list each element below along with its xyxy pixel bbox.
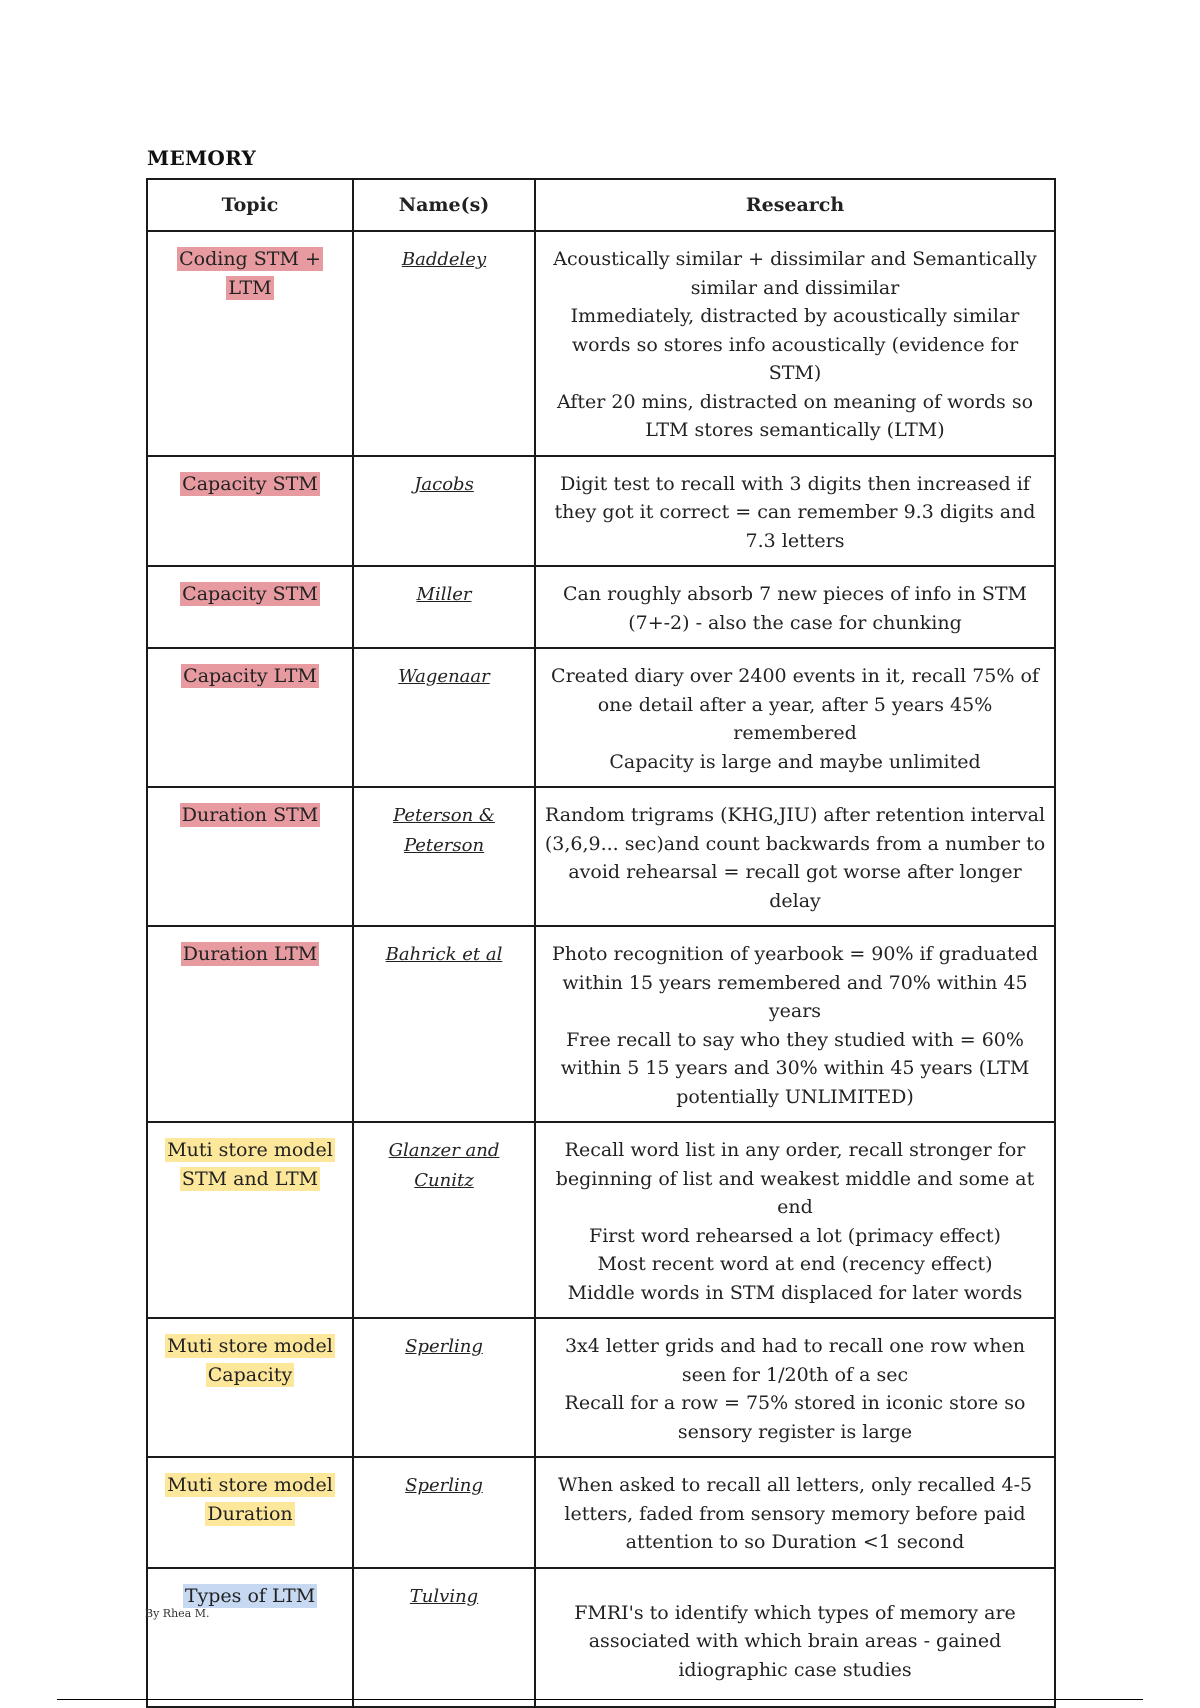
header-topic: Topic bbox=[147, 179, 353, 231]
research-cell bbox=[535, 1318, 1055, 1457]
research-text: FMRI's to identify which types of memory are associated with which brain areas - gained idiographic case studies bbox=[574, 1601, 1016, 1681]
table-row bbox=[147, 1318, 1055, 1457]
name-cell bbox=[353, 648, 535, 787]
research-cell bbox=[535, 926, 1055, 1122]
name-cell bbox=[353, 1568, 535, 1707]
topic-cell bbox=[147, 1568, 353, 1707]
name-cell bbox=[353, 1457, 535, 1568]
table-row bbox=[147, 926, 1055, 1122]
topic-label: Muti store model bbox=[167, 1139, 333, 1161]
topic-cell bbox=[147, 231, 353, 456]
topic-cell bbox=[147, 787, 353, 926]
topic-label: Duration LTM bbox=[182, 943, 318, 965]
table-row bbox=[147, 1122, 1055, 1318]
research-cell bbox=[535, 787, 1055, 926]
table-row bbox=[147, 566, 1055, 648]
research-cell bbox=[535, 1568, 1055, 1707]
name-cell bbox=[353, 1122, 535, 1318]
name-cell bbox=[353, 787, 535, 926]
topic-label: Capacity LTM bbox=[183, 665, 317, 687]
topic-cell bbox=[147, 1457, 353, 1568]
topic-label: STM and LTM bbox=[181, 1167, 319, 1190]
research-text: Recall for a row = 75% stored in iconic store so sensory register is large bbox=[564, 1392, 1026, 1443]
header-names: Name(s) bbox=[353, 179, 535, 231]
topic-label: Capacity STM bbox=[182, 583, 318, 605]
table-row bbox=[147, 1457, 1055, 1568]
table-row bbox=[147, 787, 1055, 926]
researcher-name: Sperling bbox=[405, 1336, 483, 1357]
topic-cell bbox=[147, 456, 353, 567]
researcher-name: Sperling bbox=[405, 1475, 483, 1496]
topic-label: Muti store model bbox=[167, 1474, 333, 1496]
research-text: Recall word list in any order, recall stronger for beginning of list and weakest middle and some at end bbox=[555, 1139, 1035, 1218]
research-text: Digit test to recall with 3 digits then increased if they got it correct = can remember 9.3 digits and 7.3 letters bbox=[554, 472, 1036, 552]
researcher-name: Miller bbox=[416, 584, 472, 605]
research-cell bbox=[535, 1122, 1055, 1318]
research-text: Capacity is large and maybe unlimited bbox=[609, 750, 981, 773]
table-row bbox=[147, 456, 1055, 567]
topic-label: Capacity bbox=[207, 1363, 293, 1386]
researcher-name: Tulving bbox=[409, 1586, 479, 1607]
research-text: After 20 mins, distracted on meaning of words so LTM stores semantically (LTM) bbox=[556, 390, 1034, 441]
researcher-name: Glanzer and Cunitz bbox=[388, 1140, 500, 1191]
topic-label: Duration bbox=[207, 1502, 293, 1525]
research-cell bbox=[535, 648, 1055, 787]
research-cell bbox=[535, 456, 1055, 567]
research-cell bbox=[535, 1457, 1055, 1568]
research-cell bbox=[535, 566, 1055, 648]
researcher-name: Wagenaar bbox=[398, 666, 490, 687]
name-cell bbox=[353, 926, 535, 1122]
research-text: Immediately, distracted by acoustically similar words so stores info acoustically (evidence for STM) bbox=[570, 305, 1020, 384]
name-cell bbox=[353, 1318, 535, 1457]
topic-cell bbox=[147, 648, 353, 787]
topic-label: Coding STM + LTM bbox=[179, 248, 321, 299]
name-cell bbox=[353, 231, 535, 456]
research-text: Acoustically similar + dissimilar and Semantically similar and dissimilar bbox=[553, 248, 1037, 299]
research-text: Random trigrams (KHG,JIU) after retention interval (3,6,9... sec)and count backwards from a number to avoid rehearsal = recall got worse after longer delay bbox=[544, 804, 1046, 912]
header-research: Research bbox=[535, 179, 1055, 231]
name-cell bbox=[353, 566, 535, 648]
topic-label: Duration STM bbox=[181, 804, 319, 826]
research-text: Middle words in STM displaced for later words bbox=[567, 1281, 1023, 1304]
research-cell bbox=[535, 231, 1055, 456]
researcher-name: Peterson & Peterson bbox=[393, 805, 495, 856]
table-row bbox=[147, 648, 1055, 787]
topic-cell bbox=[147, 926, 353, 1122]
memory-research-table bbox=[146, 178, 1056, 1708]
table-row bbox=[147, 231, 1055, 456]
researcher-name: Jacobs bbox=[414, 473, 474, 495]
research-text: Free recall to say who they studied with = 60% within 5 15 years and 30% within 45 years (LTM potentially UNLIMITED) bbox=[560, 1028, 1030, 1108]
research-text: Photo recognition of yearbook = 90% if graduated within 15 years remembered and 70% within 45 years bbox=[551, 943, 1039, 1022]
topic-cell bbox=[147, 1122, 353, 1318]
table-row bbox=[147, 1568, 1055, 1707]
document-title: MEMORY bbox=[147, 146, 257, 170]
research-text: When asked to recall all letters, only recalled 4-5 letters, faded from sensory memory before paid attention to so Duration <1 second bbox=[557, 1474, 1033, 1553]
researcher-name: Bahrick et al bbox=[385, 944, 503, 965]
name-cell bbox=[353, 456, 535, 567]
topic-cell bbox=[147, 566, 353, 648]
topic-label: Types of LTM bbox=[184, 1585, 316, 1607]
table-header-row bbox=[147, 179, 1055, 231]
topic-label: Muti store model bbox=[167, 1335, 333, 1357]
author-credit: By Rhea M. bbox=[145, 1607, 210, 1620]
research-text: Can roughly absorb 7 new pieces of info in STM (7+-2) - also the case for chunking bbox=[562, 583, 1027, 634]
researcher-name: Baddeley bbox=[401, 249, 487, 270]
research-text: Most recent word at end (recency effect) bbox=[597, 1253, 993, 1275]
topic-label: Capacity STM bbox=[182, 472, 318, 495]
research-text: Created diary over 2400 events in it, recall 75% of one detail after a year, after 5 years 45% remembered bbox=[551, 665, 1039, 744]
research-text: First word rehearsed a lot (primacy effect) bbox=[589, 1224, 1001, 1247]
research-text: 3x4 letter grids and had to recall one row when seen for 1/20th of a sec bbox=[564, 1335, 1026, 1386]
topic-cell bbox=[147, 1318, 353, 1457]
